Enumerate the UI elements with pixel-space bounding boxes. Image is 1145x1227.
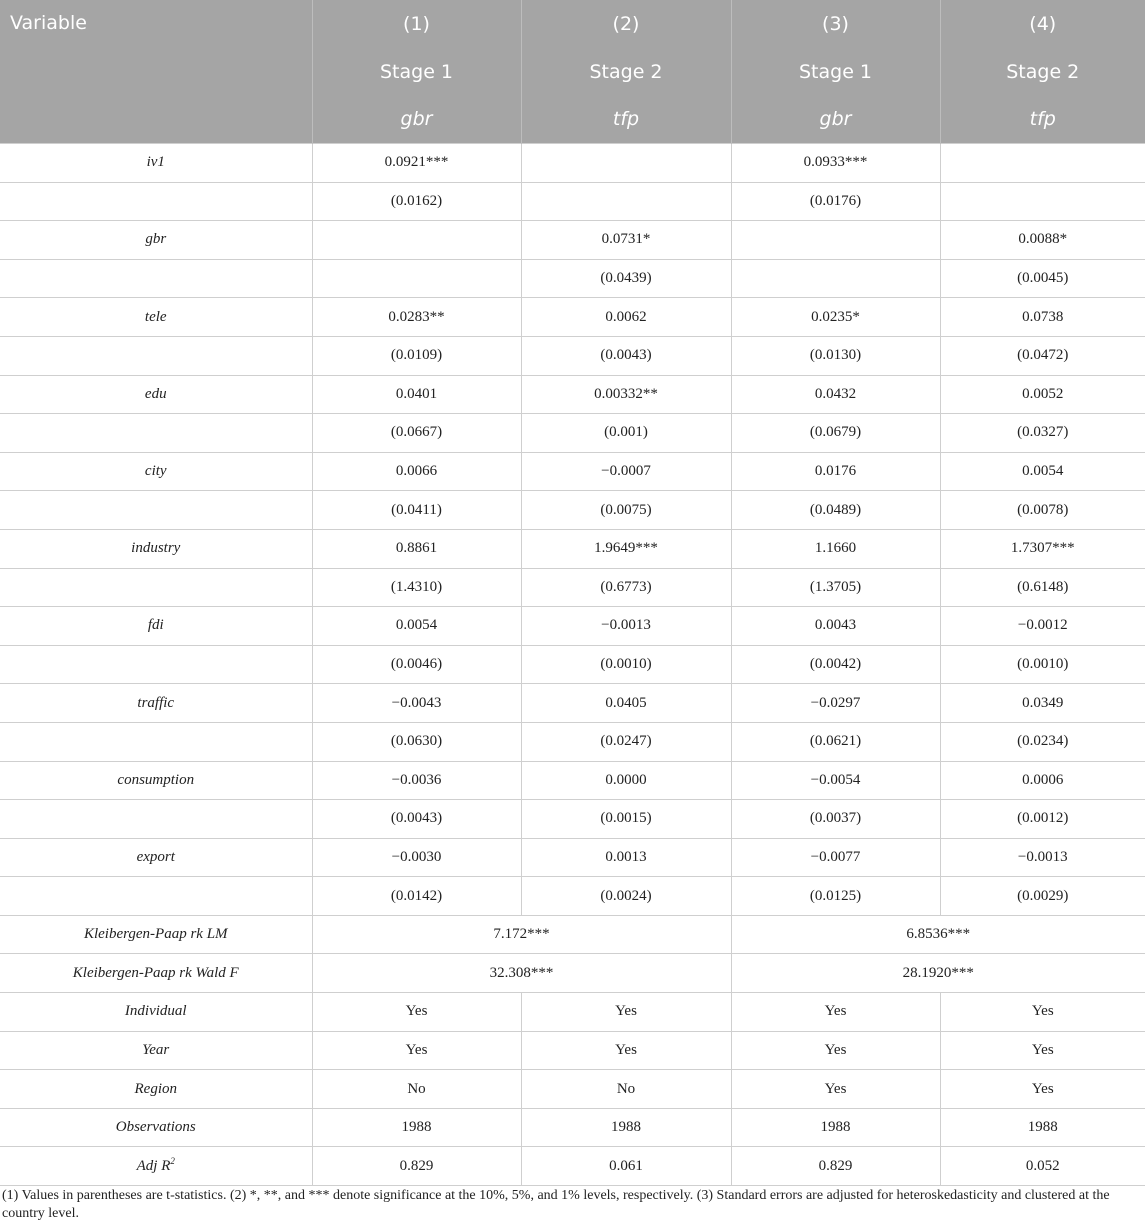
table-cell: (0.0024) [521,877,731,916]
row-label: Individual [0,993,312,1032]
row-label: edu [0,375,312,414]
table-row [0,800,1145,839]
dependent-variable: gbr [312,95,521,144]
row-label [0,722,312,761]
table-cell: 1988 [731,1108,940,1147]
table-cell [521,182,731,221]
table-cell: (0.0010) [940,645,1145,684]
table-header [0,0,1145,144]
table-cell: 0.0088* [940,221,1145,260]
row-label: Kleibergen-Paap rk Wald F [0,954,312,993]
table-cell: (0.0630) [312,722,521,761]
table-row [0,761,1145,800]
table-cell: 1.9649*** [521,529,731,568]
adj-r2-row [0,1147,1145,1186]
control-row [0,1031,1145,1070]
table-cell: Yes [312,1031,521,1070]
table-row [0,877,1145,916]
table-cell [940,182,1145,221]
table-row [0,221,1145,260]
stage-label: Stage 2 [521,48,731,95]
table-cell: (0.0010) [521,645,731,684]
table-cell: (0.0679) [731,414,940,453]
table-cell: −0.0013 [521,607,731,646]
table-row [0,259,1145,298]
table-cell: (0.001) [521,414,731,453]
table-cell: 0.0432 [731,375,940,414]
table-cell [731,259,940,298]
table-cell: 0.0176 [731,452,940,491]
table-cell [521,144,731,183]
table-footnote: (1) Values in parentheses are t-statistics. (2) *, **, and *** denote significance at the 10%, 5%, and 1% levels, respectively. (3) Standard errors are adjusted for heteroskedasticity and clustered at the country level. [2,1188,1110,1221]
table-cell: −0.0043 [312,684,521,723]
row-label [0,182,312,221]
table-cell: (0.0015) [521,800,731,839]
table-cell: 0.0283** [312,298,521,337]
table-cell: 0.0738 [940,298,1145,337]
table-cell: (0.0043) [312,800,521,839]
table-cell: 0.0013 [521,838,731,877]
table-row [0,529,1145,568]
table-row [0,607,1145,646]
control-row [0,1108,1145,1147]
table-row [0,298,1145,337]
table-cell [731,221,940,260]
table-row [0,645,1145,684]
table-cell [312,259,521,298]
table-cell: (0.0029) [940,877,1145,916]
adj-r2-label: Adj R [136,1157,171,1174]
table-cell: (0.0142) [312,877,521,916]
table-cell: (1.4310) [312,568,521,607]
table-cell: 0.00332** [521,375,731,414]
table-cell: −0.0012 [940,607,1145,646]
row-label: Year [0,1031,312,1070]
table-cell: 1988 [940,1108,1145,1147]
column-number: (4) [940,0,1145,48]
test-value-left: 32.308*** [312,954,731,993]
row-label [0,1147,312,1186]
table-cell: (0.0489) [731,491,940,530]
table-cell: (0.0046) [312,645,521,684]
table-cell: (0.0247) [521,722,731,761]
table-cell: (0.0037) [731,800,940,839]
adj-r2-superscript: 2 [170,1155,175,1166]
table-cell: −0.0030 [312,838,521,877]
table-cell: (0.0130) [731,336,940,375]
table-cell: (0.0234) [940,722,1145,761]
table-cell: (0.0327) [940,414,1145,453]
row-label: gbr [0,221,312,260]
control-row [0,1070,1145,1109]
table-cell: (0.0012) [940,800,1145,839]
row-label: tele [0,298,312,337]
table-row [0,336,1145,375]
test-value-right: 6.8536*** [731,915,1145,954]
table-cell: Yes [731,993,940,1032]
table-cell: (0.0075) [521,491,731,530]
row-label: consumption [0,761,312,800]
table-row [0,375,1145,414]
header-row-columns [0,0,1145,48]
table-cell: 1988 [312,1108,521,1147]
row-label: Kleibergen-Paap rk LM [0,915,312,954]
table-cell: −0.0036 [312,761,521,800]
table-body [0,144,1145,1186]
table-cell: No [521,1070,731,1109]
row-label: city [0,452,312,491]
table-row [0,838,1145,877]
table-cell: 1.7307*** [940,529,1145,568]
row-label: Region [0,1070,312,1109]
table-cell: 0.0054 [312,607,521,646]
table-cell: (0.0109) [312,336,521,375]
stage-label: Stage 2 [940,48,1145,95]
table-cell: (0.0125) [731,877,940,916]
row-label: fdi [0,607,312,646]
table-cell: Yes [940,1070,1145,1109]
table-cell: Yes [940,993,1145,1032]
table-cell: −0.0077 [731,838,940,877]
table-row [0,144,1145,183]
column-number: (1) [312,0,521,48]
table-cell: Yes [312,993,521,1032]
test-row [0,954,1145,993]
table-cell: (0.0078) [940,491,1145,530]
row-label [0,491,312,530]
column-number: (2) [521,0,731,48]
table-cell: 1988 [521,1108,731,1147]
table-cell: 0.0052 [940,375,1145,414]
table-cell [940,144,1145,183]
table-cell: 0.0405 [521,684,731,723]
dependent-variable: gbr [731,95,940,144]
table-cell: 0.0731* [521,221,731,260]
row-label [0,414,312,453]
table-cell: (0.0472) [940,336,1145,375]
table-cell: 0.0235* [731,298,940,337]
table-cell: −0.0007 [521,452,731,491]
table-cell: 0.0062 [521,298,731,337]
row-label [0,568,312,607]
table-cell: 0.0006 [940,761,1145,800]
table-row [0,722,1145,761]
test-row [0,915,1145,954]
table-cell: −0.0013 [940,838,1145,877]
table-cell: (0.6773) [521,568,731,607]
table-cell: (0.0621) [731,722,940,761]
table-cell: 0.829 [312,1147,521,1186]
table-cell: 0.8861 [312,529,521,568]
table-cell: 0.0401 [312,375,521,414]
row-label: export [0,838,312,877]
table-cell: (0.0667) [312,414,521,453]
table-cell: Yes [731,1031,940,1070]
table-cell: (0.0162) [312,182,521,221]
row-label: iv1 [0,144,312,183]
table-cell: Yes [731,1070,940,1109]
table-cell: (0.0042) [731,645,940,684]
table-cell: (0.0439) [521,259,731,298]
table-row [0,452,1145,491]
table-cell: Yes [521,993,731,1032]
table-cell: 0.0066 [312,452,521,491]
control-row [0,993,1145,1032]
table-cell: 0.0054 [940,452,1145,491]
table-cell: −0.0297 [731,684,940,723]
row-label [0,800,312,839]
row-label: traffic [0,684,312,723]
table-row [0,684,1145,723]
row-label: industry [0,529,312,568]
test-value-left: 7.172*** [312,915,731,954]
table-cell: 0.061 [521,1147,731,1186]
table-cell: (0.6148) [940,568,1145,607]
dependent-variable: tfp [521,95,731,144]
table-cell: (0.0043) [521,336,731,375]
table-row [0,568,1145,607]
stage-label: Stage 1 [312,48,521,95]
table-row [0,491,1145,530]
row-label [0,877,312,916]
table-cell: 0.829 [731,1147,940,1186]
row-label [0,336,312,375]
dependent-variable: tfp [940,95,1145,144]
table-cell: Yes [940,1031,1145,1070]
row-label [0,259,312,298]
table-cell: 0.0921*** [312,144,521,183]
table-row [0,414,1145,453]
table-cell: (0.0176) [731,182,940,221]
table-cell: (0.0045) [940,259,1145,298]
table-cell [312,221,521,260]
table-cell: −0.0054 [731,761,940,800]
table-cell: 0.0000 [521,761,731,800]
column-number: (3) [731,0,940,48]
table-cell: (0.0411) [312,491,521,530]
table-cell: 0.0933*** [731,144,940,183]
table-cell: Yes [521,1031,731,1070]
stage-label: Stage 1 [731,48,940,95]
table-cell: 0.0043 [731,607,940,646]
table-cell: (1.3705) [731,568,940,607]
table-cell: 0.0349 [940,684,1145,723]
row-label: Observations [0,1108,312,1147]
table-cell: No [312,1070,521,1109]
table-cell: 1.1660 [731,529,940,568]
row-label [0,645,312,684]
table-row [0,182,1145,221]
variable-header: Variable [0,0,312,144]
test-value-right: 28.1920*** [731,954,1145,993]
table-cell: 0.052 [940,1147,1145,1186]
